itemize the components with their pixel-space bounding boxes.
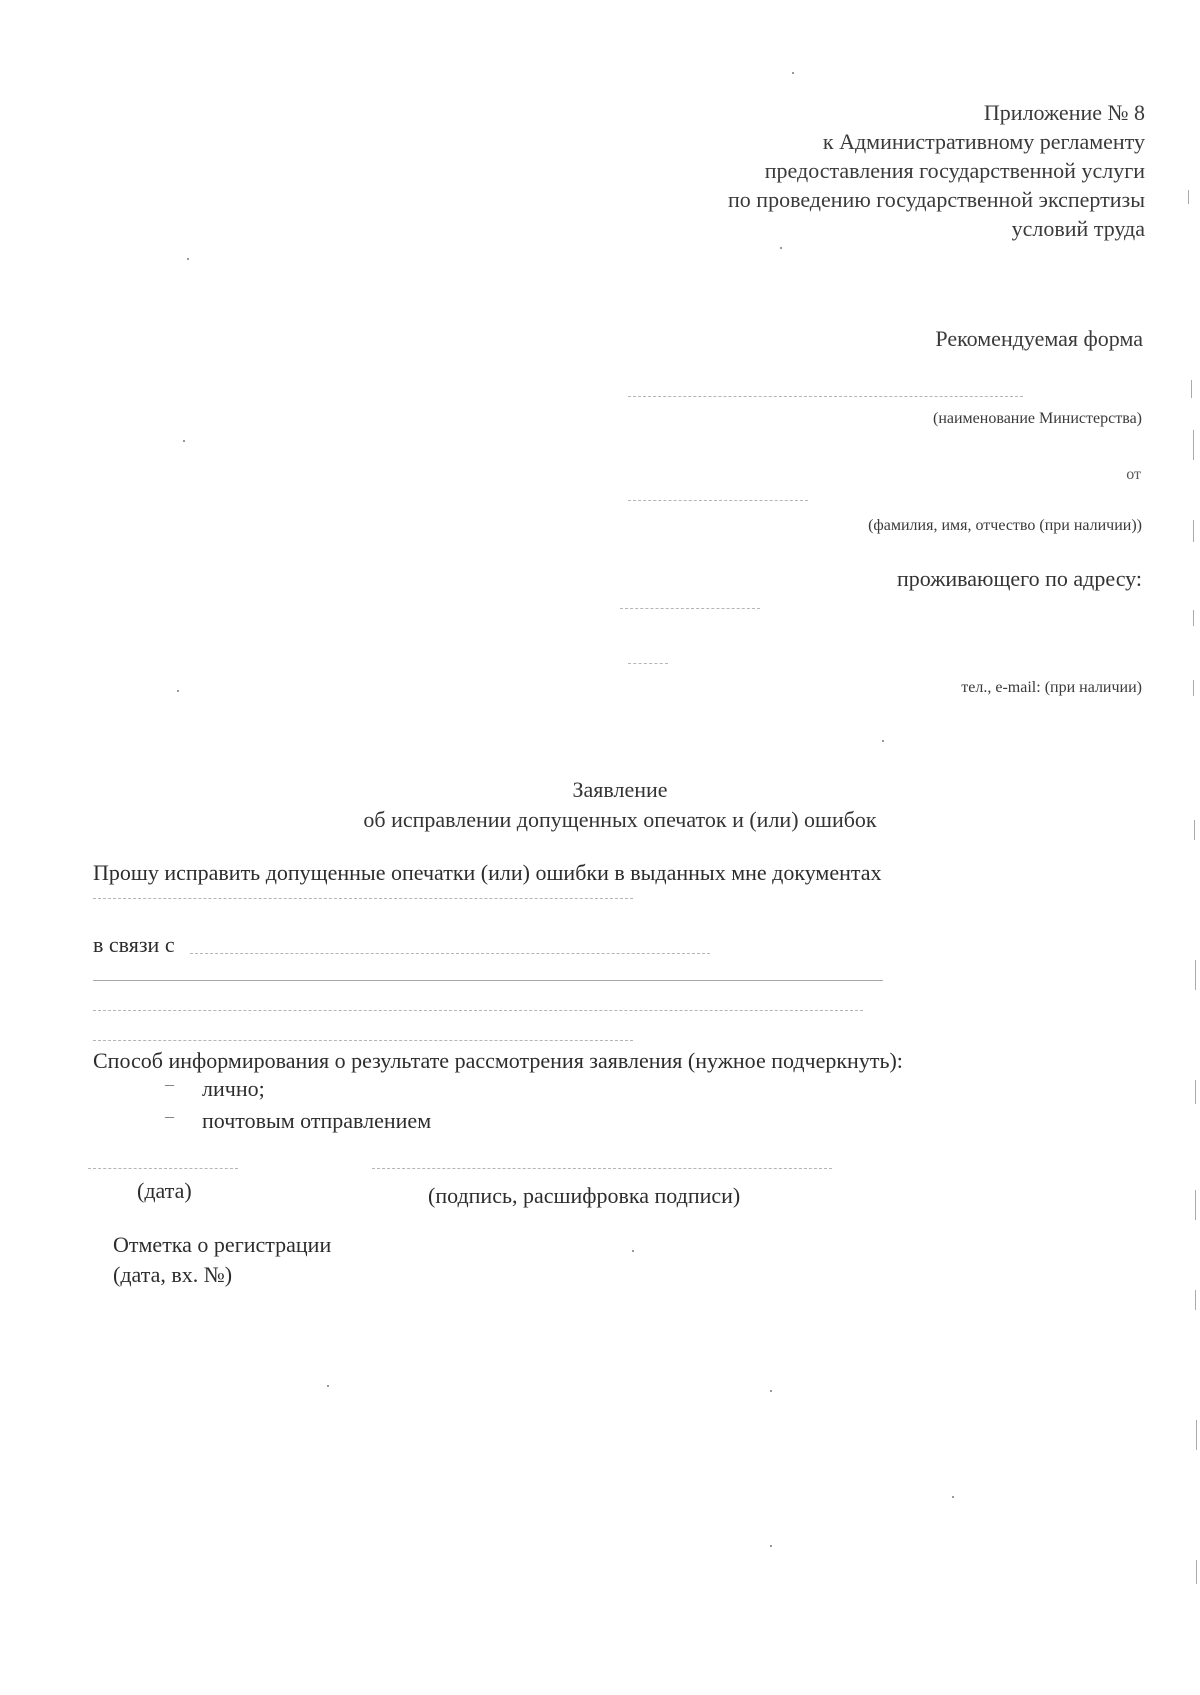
notification-method-text: Способ информирования о результате рассмотрения заявления (нужное подчеркнуть): — [93, 1048, 903, 1073]
request-text: Прошу исправить допущенные опечатки (или) ошибки в выданных мне документах — [93, 860, 882, 885]
scan-edge-mark — [1196, 1560, 1197, 1584]
appendix-header — [728, 98, 1145, 243]
scan-edge-mark — [1195, 960, 1196, 990]
scan-speck — [327, 1385, 329, 1387]
documents-fill-line — [93, 898, 633, 899]
scan-edge-mark — [1194, 820, 1195, 840]
scan-speck — [952, 1496, 954, 1498]
scan-speck — [882, 740, 884, 742]
scan-edge-mark — [1195, 1080, 1196, 1104]
scan-speck — [770, 1545, 772, 1547]
recommended-form-label: Рекомендуемая форма — [935, 326, 1143, 351]
residing-label: проживающего по адресу: — [896, 566, 1142, 591]
appendix-line: условий труда — [1011, 216, 1145, 241]
date-caption: (дата) — [137, 1178, 192, 1203]
scan-edge-mark — [1195, 1290, 1196, 1310]
option-marker: – — [165, 1074, 174, 1094]
name-caption: (фамилия, имя, отчество (при наличии)) — [868, 517, 1142, 534]
address-fill-line-2 — [628, 663, 668, 664]
signature-fill-line — [372, 1168, 832, 1169]
appendix-line: к Административному регламенту — [822, 129, 1145, 154]
option-marker: – — [165, 1106, 174, 1126]
appendix-line: предоставления государственной услуги — [764, 158, 1145, 183]
in-connection-label: в связи с — [93, 932, 175, 957]
reason-fill-line-2 — [93, 980, 883, 981]
registration-mark-label: Отметка о регистрации — [113, 1232, 332, 1257]
title-line-2: об исправлении допущенных опечаток и (или) ошибок — [363, 807, 877, 832]
registration-details-label: (дата, вх. №) — [113, 1262, 233, 1287]
reason-fill-line-3 — [93, 1010, 863, 1011]
scan-speck — [187, 258, 189, 260]
scan-speck — [770, 1390, 772, 1392]
scan-speck — [632, 1250, 634, 1252]
title-line-1: Заявление — [572, 777, 668, 802]
reason-fill-line-4 — [93, 1040, 633, 1041]
date-fill-line — [88, 1168, 238, 1169]
scan-speck — [183, 440, 185, 442]
scan-edge-mark — [1188, 190, 1189, 204]
appendix-line: по проведению государственной экспертизы — [728, 187, 1145, 212]
ministry-caption: (наименование Министерства) — [933, 410, 1142, 427]
scan-edge-mark — [1193, 680, 1194, 696]
scan-speck — [792, 72, 794, 74]
scan-edge-mark — [1193, 430, 1194, 460]
scan-speck — [780, 247, 782, 249]
option-by-post: почтовым отправлением — [202, 1108, 432, 1133]
scan-edge-mark — [1195, 1190, 1196, 1220]
scan-edge-mark — [1193, 520, 1194, 542]
ministry-fill-line — [628, 396, 1023, 397]
name-fill-line — [628, 500, 808, 501]
option-in-person: лично; — [202, 1076, 265, 1101]
document-title — [0, 775, 1200, 835]
address-fill-line — [620, 608, 760, 609]
scan-speck — [177, 690, 179, 692]
scan-edge-mark — [1191, 380, 1192, 398]
from-label: от — [1126, 466, 1141, 483]
scan-edge-mark — [1193, 610, 1194, 626]
contact-caption: тел., e-mail: (при наличии) — [961, 679, 1142, 696]
reason-fill-line-1 — [190, 953, 710, 954]
scan-edge-mark — [1196, 1420, 1197, 1450]
appendix-line: Приложение № 8 — [983, 100, 1145, 125]
signature-caption: (подпись, расшифровка подписи) — [428, 1183, 741, 1208]
